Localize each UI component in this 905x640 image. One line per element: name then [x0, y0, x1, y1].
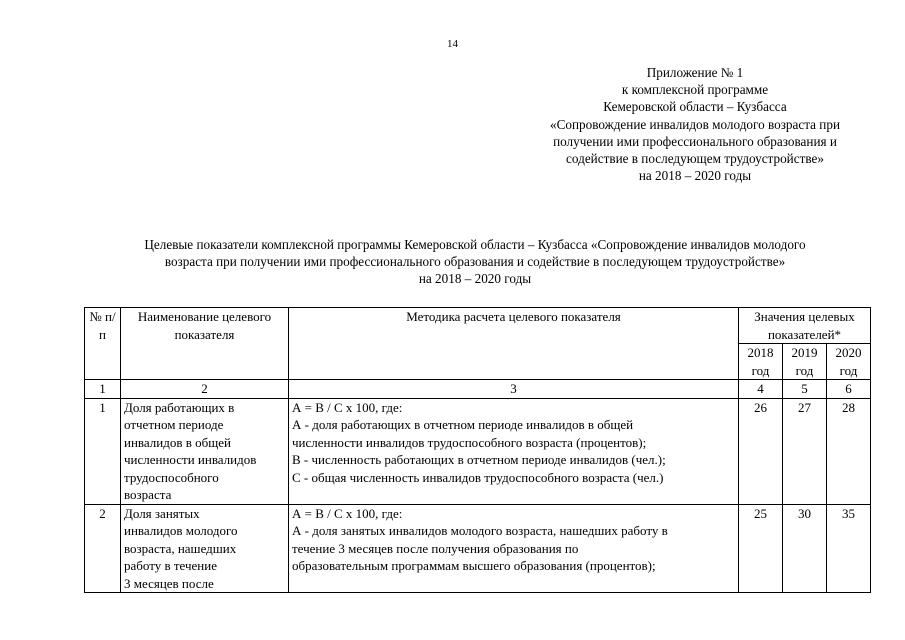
method-line: А = В / С х 100, где:	[292, 505, 403, 521]
column-number: 4	[739, 380, 783, 399]
value-2020: 28	[827, 398, 871, 504]
title-line: на 2018 – 2020 годы	[418, 271, 532, 286]
appendix-line: Кемеровской области – Кузбасса	[603, 99, 787, 115]
name-line: инвалидов в общей	[124, 434, 231, 450]
column-number: 6	[827, 380, 871, 399]
indicator-name	[121, 398, 289, 504]
title-line: возраста при получении ими профессионального образования и содействие в последующем трудоустройстве»	[164, 254, 786, 269]
document-title	[80, 236, 870, 287]
appendix-line: Приложение № 1	[646, 65, 744, 80]
column-number: 5	[783, 380, 827, 399]
name-line: Доля работающих в	[124, 399, 235, 415]
appendix-line: на 2018 – 2020 годы	[638, 168, 752, 184]
name-line: работу в течение	[124, 558, 217, 573]
method-line: течение 3 месяцев после получения образования по	[292, 540, 579, 556]
indicators-table	[84, 307, 871, 593]
name-line: трудоспособного	[124, 469, 219, 485]
name-line: отчетном периоде	[124, 417, 224, 432]
title-line: Целевые показатели комплексной программы Кемеровской области – Кузбасса «Сопровождение инвалидов молодого	[144, 237, 806, 252]
indicator-name	[121, 504, 289, 593]
method-line: В - численность работающих в отчетном периоде инвалидов (чел.);	[292, 452, 666, 467]
header-year: 2018 год	[739, 344, 783, 380]
method-line: С - общая численность инвалидов трудоспособного возраста (чел.)	[292, 469, 664, 485]
name-line: возраста, нашедших	[124, 540, 237, 556]
column-number: 2	[121, 380, 289, 399]
value-2019: 30	[783, 504, 827, 593]
name-line: возраста	[124, 487, 172, 502]
method-line: А = В / С х 100, где:	[292, 399, 403, 415]
method-line: численности инвалидов трудоспособного возраста (процентов);	[292, 434, 647, 450]
row-num: 1	[85, 398, 121, 504]
header-num: № п/п	[85, 308, 121, 380]
table-row	[85, 398, 871, 504]
header-name: Наименование целевого показателя	[121, 308, 289, 380]
column-number: 3	[289, 380, 739, 399]
name-line: численности инвалидов	[124, 452, 257, 467]
method-line: А - доля работающих в отчетном периоде инвалидов в общей	[292, 417, 634, 432]
column-number-row	[85, 380, 871, 399]
name-line: инвалидов молодого	[124, 523, 238, 538]
page-number: 14	[447, 38, 458, 50]
value-2020: 35	[827, 504, 871, 593]
header-year: 2019 год	[783, 344, 827, 380]
header-year: 2020 год	[827, 344, 871, 380]
value-2019: 27	[783, 398, 827, 504]
method-line: образовательным программам высшего образования (процентов);	[292, 558, 656, 573]
calculation-method	[289, 504, 739, 593]
appendix-line: получении ими профессионального образования и	[553, 133, 837, 149]
appendix-line: содействие в последующем трудоустройстве»	[566, 151, 824, 167]
value-2018: 26	[739, 398, 783, 504]
header-values: Значения целевых показателей*	[739, 308, 871, 344]
value-2018: 25	[739, 504, 783, 593]
row-num: 2	[85, 504, 121, 593]
column-number: 1	[85, 380, 121, 399]
appendix-line: к комплексной программе	[621, 82, 769, 98]
method-line: А - доля занятых инвалидов молодого возраста, нашедших работу в	[292, 523, 668, 538]
table-row	[85, 504, 871, 593]
name-line: 3 месяцев после	[124, 575, 214, 591]
appendix-line: «Сопровождение инвалидов молодого возраста при	[549, 116, 841, 132]
appendix-heading	[515, 64, 875, 184]
header-method: Методика расчета целевого показателя	[289, 308, 739, 380]
name-line: Доля занятых	[124, 505, 200, 521]
calculation-method	[289, 398, 739, 504]
